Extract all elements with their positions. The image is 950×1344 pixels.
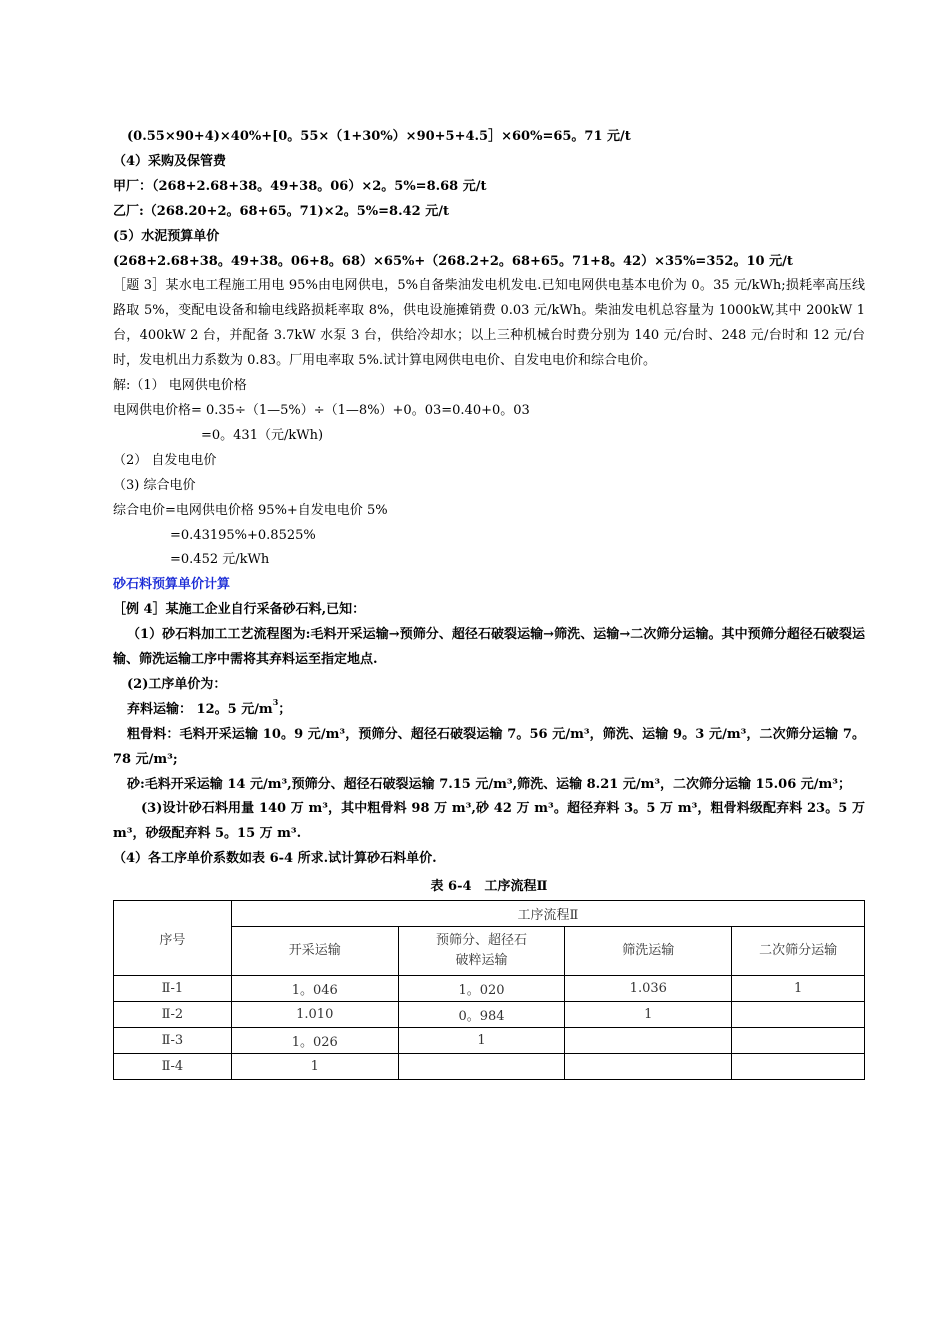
solution-line: 综合电价=电网供电价格 95%+自发电电价 5% — [113, 502, 388, 518]
table-row — [114, 1028, 865, 1054]
header-line: 破粹运输 — [455, 953, 508, 969]
table-row — [114, 1002, 865, 1028]
table-cell: 0。984 — [398, 1002, 565, 1028]
header-group: 工序流程Ⅱ — [231, 901, 864, 927]
section-heading: (5）水泥预算单价 — [113, 228, 220, 244]
document-page — [113, 125, 865, 1080]
example-paragraph: (3)设计砂石料用量 140 万 m³，其中粗骨料 98 万 m³,砂 42 万 m³。超径弃料 3。5 万 m³，粗骨料级配弃料 23。5 万 m³，砂级配弃料 5。15 万 m³. — [113, 801, 865, 842]
table-cell: 1.036 — [565, 976, 732, 1002]
header-col-secondary: 二次筛分运输 — [732, 927, 865, 976]
formula-line: 甲厂：（268+2.68+38。49+38。06）×2。5%=8.68 元/t — [113, 178, 487, 194]
table-cell — [398, 1054, 565, 1080]
table-cell: 1 — [231, 1054, 398, 1080]
header-seq: 序号 — [114, 901, 232, 976]
punctuation: ； — [278, 701, 292, 717]
example-line: (2)工序单价为： — [127, 676, 227, 692]
problem-paragraph: ［题 3］某水电工程施工用电 95%由电网供电，5%自备柴油发电机发电.已知电网供电基本电价为 0。35 元/kWh;损耗率高压线路取 5%，变配电设备和输电线路损耗率取 8%，供电设施摊销费 0.03 元/kWh。柴油发电机总容量为 1000kW,其中 200kW 1 台，400kW 2 台，并配备 3.7kW 水泵 3 台，供给冷却水；以上三种机械台时费分别为 140 元/台时、248 元/台时和 12 元/台时，发电机出力系数为 0.83。厂用电率取 5%.试计算电网供电电价、自发电电价和综合电价。 — [113, 278, 865, 369]
section-title: 砂石料预算单价计算 — [113, 577, 231, 593]
header-col-wash: 筛洗运输 — [565, 927, 732, 976]
table-cell: 1 — [732, 976, 865, 1002]
table-cell: 1。026 — [231, 1028, 398, 1054]
formula-line: (268+2.68+38。49+38。06+8。68）×65%+（268.2+2。68+65。71+8。42）×35%=352。10 元/t — [113, 253, 793, 269]
process-coefficient-table — [113, 900, 865, 1080]
table-caption: 表 6-4 工序流程Ⅱ — [430, 879, 548, 895]
solution-line: 解:（1） 电网供电价格 — [113, 378, 247, 394]
table-cell — [565, 1054, 732, 1080]
table-cell: Ⅱ-4 — [114, 1054, 232, 1080]
table-row — [114, 1054, 865, 1080]
header-col-prescreen — [398, 927, 565, 976]
table-cell: 1。046 — [231, 976, 398, 1002]
solution-line: =0.452 元/kWh — [170, 552, 270, 568]
header-line: 预筛分、超径石 — [436, 933, 528, 949]
solution-line: =0。431（元/kWh) — [201, 427, 324, 443]
waste-transport-text: 弃料运输： 12。5 元/m — [127, 701, 273, 717]
example-line: ［例 4］某施工企业自行采备砂石料,已知： — [113, 602, 366, 618]
example-line: （4）各工序单价系数如表 6-4 所求.试计算砂石料单价. — [113, 851, 437, 867]
formula-line: 乙厂:（268.20+2。68+65。71)×2。5%=8.42 元/t — [113, 203, 449, 219]
solution-line: （3) 综合电价 — [113, 477, 196, 493]
table-cell — [732, 1028, 865, 1054]
example-paragraph: 粗骨料：毛料开采运输 10。9 元/m³，预筛分、超径石破裂运输 7。56 元/m³，筛洗、运输 9。3 元/m³，二次筛分运输 7。78 元/m³; — [113, 726, 865, 767]
table-row — [114, 976, 865, 1002]
table-cell: Ⅱ-3 — [114, 1028, 232, 1054]
table-cell — [565, 1028, 732, 1054]
example-paragraph: 砂:毛料开采运输 14 元/m³,预筛分、超径石破裂运输 7.15 元/m³,筛洗、运输 8.21 元/m³，二次筛分运输 15.06 元/m³； — [127, 776, 851, 792]
solution-line: 电网供电价格= 0.35÷（1—5%）÷（1—8%）+0。03=0.40+0。03 — [113, 402, 530, 418]
section-heading: （4）采购及保管费 — [113, 153, 227, 169]
table-cell — [732, 1054, 865, 1080]
table-cell — [732, 1002, 865, 1028]
example-line — [113, 698, 865, 723]
solution-line: （2） 自发电电价 — [113, 452, 217, 468]
table-cell: 1 — [565, 1002, 732, 1028]
table-cell: Ⅱ-2 — [114, 1002, 232, 1028]
example-paragraph: （1）砂石料加工工艺流程图为:毛料开采运输→预筛分、超径石破裂运输→筛洗、运输→二次筛分运输。其中预筛分超径石破裂运输、筛洗运输工序中需将其弃料运至指定地点. — [113, 627, 865, 668]
header-col-mining: 开采运输 — [231, 927, 398, 976]
table-cell: Ⅱ-1 — [114, 976, 232, 1002]
table-cell: 1.010 — [231, 1002, 398, 1028]
solution-line: =0.43195%+0.8525% — [170, 527, 316, 543]
table-cell: 1。020 — [398, 976, 565, 1002]
formula-line: (0.55×90+4)×40%+[0。55×（1+30%）×90+5+4.5］×60%=65。71 元/t — [127, 129, 631, 144]
superscript: 3 — [272, 696, 279, 707]
table-cell: 1 — [398, 1028, 565, 1054]
